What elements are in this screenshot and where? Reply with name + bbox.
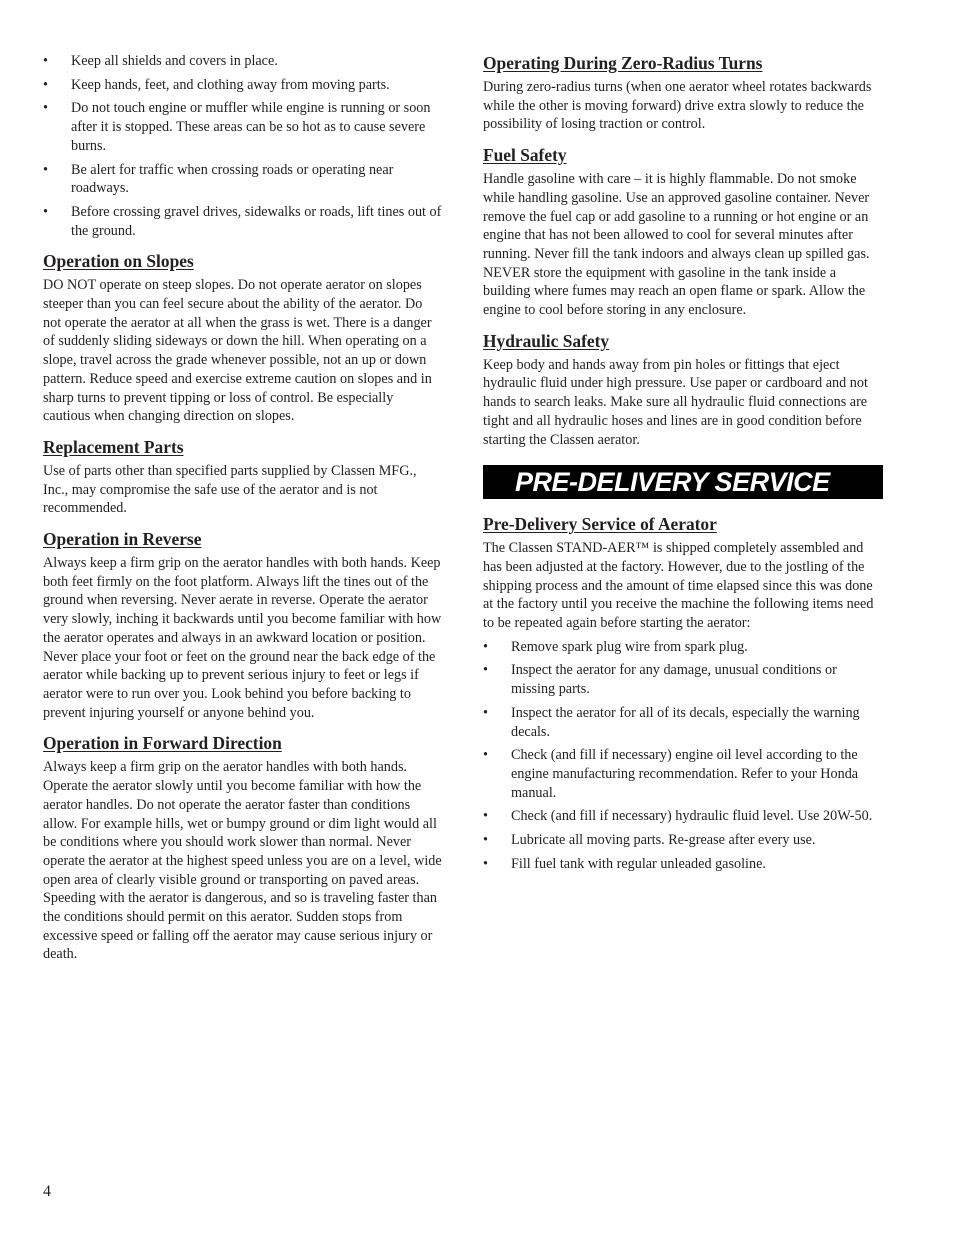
checklist (483, 638, 883, 874)
list-item: • Check (and fill if necessary) hydraulic fluid level. Use 20W-50. (483, 807, 883, 826)
section-body: Handle gasoline with care – it is highly flammable. Do not smoke while handling gasoline. Use an approved gasoline container. Never remove the fuel cap or add gasoline to a running or hot engine or an engine that has not been allowed to cool for several minutes after running. Never fill the tank indoors and always clean up spilled gas. NEVER store the equipment with gasoline in the tank inside a building where fumes may reach an open flame or spark. Allow the engine to cool before storing in any enclosure. (483, 171, 870, 319)
section-body: DO NOT operate on steep slopes. Do not operate aerator on slopes steeper than you can feel secure about the ability of the aerator. Do not operate the aerator at all when the grass is wet. There is a danger of suddenly sliding sideways or down the hill. When operating on a slope, travel across the grade whenever possible, not an up or down pattern. Reduce speed and exercise extreme caution on slopes and in sharp turns to prevent tipping or loss of control. Be especially cautious when changing direction on slopes. (43, 277, 432, 425)
list-item: • Remove spark plug wire from spark plug. (483, 638, 883, 657)
left-column (43, 52, 443, 973)
section-operation-on-slopes (43, 250, 443, 426)
section-heading: Replacement Parts (43, 436, 184, 457)
list-item: • Do not touch engine or muffler while engine is running or soon after it is stopped. These areas can be so hot as to cause severe burns. (43, 99, 443, 155)
safety-bullet-list (43, 52, 443, 240)
list-item: • Keep all shields and covers in place. (43, 52, 443, 71)
page-number: 4 (43, 1183, 51, 1200)
section-body: Always keep a firm grip on the aerator handles with both hands. Keep both feet firmly on the foot platform. Always lift the tines out of the ground when reversing. Never aerate in reverse. Operate the aerator very slowly, inching it backwards until you become familiar with how the aerator operates and always in an awkward location or position. Never place your foot or feet on the ground near the back edge of the aerator while backing up to prevent serious injury to feet or legs if aerator were to run over you. Look behind you before backing to prevent injuring yourself or anyone behind you. (43, 555, 442, 721)
section-body: Use of parts other than specified parts supplied by Classen MFG., Inc., may compromise the safe use of the aerator and is not recommended. (43, 462, 417, 517)
list-item: • Inspect the aerator for all of its decals, especially the warning decals. (483, 704, 883, 741)
section-operation-forward (43, 732, 443, 964)
section-operation-in-reverse (43, 528, 443, 722)
section-body: The Classen STAND-AER™ is shipped completely assembled and has been adjusted at the factory. However, due to the jostling of the shipping process and the amount of time elapsed since this was done at the factory until you receive the machine the following items need to be repeated again before starting the aerator: (483, 540, 874, 632)
section-heading: Hydraulic Safety (483, 330, 610, 351)
section-fuel-safety (483, 144, 883, 320)
list-item: • Keep hands, feet, and clothing away from moving parts. (43, 76, 443, 95)
section-replacement-parts (43, 436, 443, 518)
banner-title: PRE-DELIVERY SERVICE (515, 466, 830, 497)
section-heading: Operation in Forward Direction (43, 733, 282, 754)
section-body: During zero-radius turns (when one aerator wheel rotates backwards while the other is moving forward) drive extra slowly to reduce the possibility of losing traction or control. (483, 79, 872, 133)
list-item: • Before crossing gravel drives, sidewalks or roads, lift tines out of the ground. (43, 203, 443, 240)
list-item: • Be alert for traffic when crossing roads or operating near roadways. (43, 161, 443, 198)
list-item: • Inspect the aerator for any damage, unusual conditions or missing parts. (483, 661, 883, 698)
section-heading: Operating During Zero-Radius Turns (483, 53, 763, 73)
section-body: Always keep a firm grip on the aerator handles with both hands. Operate the aerator slowly until you become familiar with how the aerator handles. Do not operate the aerator faster than conditions allow. For example hills, wet or bumpy ground or dim light would all be conditions where you should work slower than normal. Never operate the aerator at the highest speed unless you are on a level, wide open area of clearly visible ground or transporting on paved areas. Speeding with the aerator is dangerous, and so is traveling faster than the conditions should permit on this aerator. Sudden stops from excessive speed or falling off the aerator may cause serious injury or death. (43, 759, 442, 963)
section-pre-delivery-service (483, 513, 883, 873)
pre-delivery-banner (483, 465, 883, 499)
section-heading: Operation in Reverse (43, 529, 202, 550)
section-hydraulic-safety (483, 330, 883, 450)
list-item: • Fill fuel tank with regular unleaded gasoline. (483, 855, 883, 874)
section-zero-radius-turns (483, 52, 883, 134)
section-heading: Fuel Safety (483, 145, 567, 166)
section-heading: Pre-Delivery Service of Aerator (483, 514, 717, 535)
section-heading: Operation on Slopes (43, 251, 194, 272)
right-column (483, 52, 883, 879)
section-body: Keep body and hands away from pin holes or fittings that eject hydraulic fluid under high pressure. Use paper or cardboard and not hands to search leaks. Make sure all hydraulic fluid connections are tight and all hydraulic hoses and lines are in good condition before starting the Classen aerator. (483, 356, 868, 448)
list-item: • Check (and fill if necessary) engine oil level according to the engine manufacturing recommendation. Refer to your Honda manual. (483, 746, 883, 802)
list-item: • Lubricate all moving parts. Re-grease after every use. (483, 831, 883, 850)
